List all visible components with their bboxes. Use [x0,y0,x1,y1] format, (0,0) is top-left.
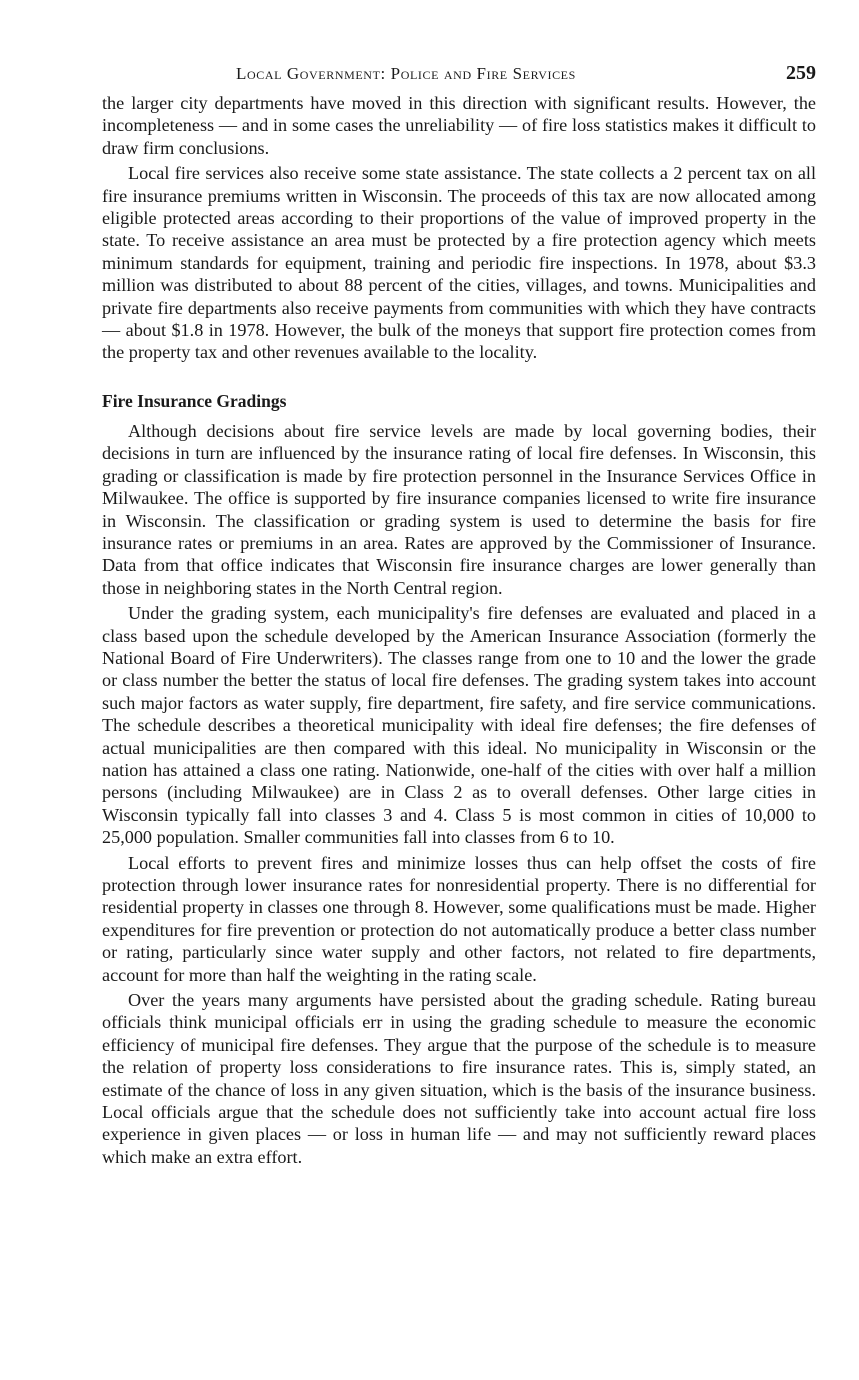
paragraph-local-efforts: Local efforts to prevent fires and minimize losses thus can help offset the costs of fire protection through lower insurance rates for nonresidential property. There is no differential for residential property in classes one through 8. However, some qualifications must be made. Higher expenditures for fire prevention or protection do not automatically produce a better class number or rating, particularly since water supply and other factors, not related to fire departments, account for more than half the weighting in the rating scale. [102,852,816,985]
paragraph-grading-system: Under the grading system, each municipality's fire defenses are evaluated and placed in a class based upon the schedule developed by the American Insurance Association (formerly the National Board of Fire Underwriters). The classes range from one to 10 and the lower the grade or class number the better the status of local fire defenses. The grading system takes into account such major factors as water supply, fire department, fire safety, and fire service communications. The schedule describes a theoretical municipality with ideal fire defenses; the fire defenses of actual municipalities are then compared with this ideal. No municipality in Wisconsin or the nation has attained a class one rating. Nationwide, one-half of the cities with over half a million persons (including Milwaukee) are in Class 2 as to overall defenses. Other large cities in Wisconsin typically fall into classes 3 and 4. Class 5 is most common in cities of 10,000 to 25,000 population. Smaller communities fall into classes from 6 to 10. [102,603,816,848]
paragraph-state-assistance: Local fire services also receive some state assistance. The state collects a 2 percent tax on all fire insurance premiums written in Wisconsin. The proceeds of this tax are now allocated among eligible protected areas according to their proportions of the value of improved property in the state. To receive assistance an area must be protected by a fire protection agency which meets minimum standards for equipment, training and periodic fire inspections. In 1978, about $3.3 million was distributed to about 88 percent of the cities, villages, and towns. Municipalities and private fire departments also receive payments from communities with which they have contracts — about $1.8 in 1978. However, the bulk of the moneys that support fire protection comes from the property tax and other revenues available to the locality. [102,163,816,363]
book-page [102,62,816,1168]
running-header [102,62,816,92]
page-number: 259 [786,62,816,84]
paragraph-arguments: Over the years many arguments have persisted about the grading schedule. Rating bureau officials think municipal officials err in using the grading schedule to measure the economic efficiency of municipal fire defenses. They argue that the purpose of the schedule is to measure the relation of property loss considerations to fire insurance rates. This is, simply stated, an estimate of the chance of loss in any given situation, which is the basis of the insurance business. Local officials argue that the schedule does not sufficiently take into account actual fire loss experience in given places — or loss in human life — and may not sufficiently reward places which make an extra effort. [102,990,816,1167]
paragraph-continuation: the larger city departments have moved in this direction with significant results. However, the incompleteness — and in some cases the unreliability — of fire loss statistics makes it difficult to draw firm conclusions. [102,93,816,158]
section-heading: Fire Insurance Gradings [102,390,287,411]
paragraph-grading-intro: Although decisions about fire service levels are made by local governing bodies, their decisions in turn are influenced by the insurance rating of local fire defenses. In Wisconsin, this grading or classification is made by fire protection personnel in the Insurance Services Office in Milwaukee. The office is supported by fire insurance companies licensed to write fire insurance in Wisconsin. The classification or grading system is used to determine the basis for fire insurance rates or premiums in an area. Rates are approved by the Commissioner of Insurance. Data from that office indicates that Wisconsin fire insurance charges are lower generally than those in neighboring states in the North Central region. [102,420,816,598]
running-title: Local Government: Police and Fire Services [236,64,576,83]
